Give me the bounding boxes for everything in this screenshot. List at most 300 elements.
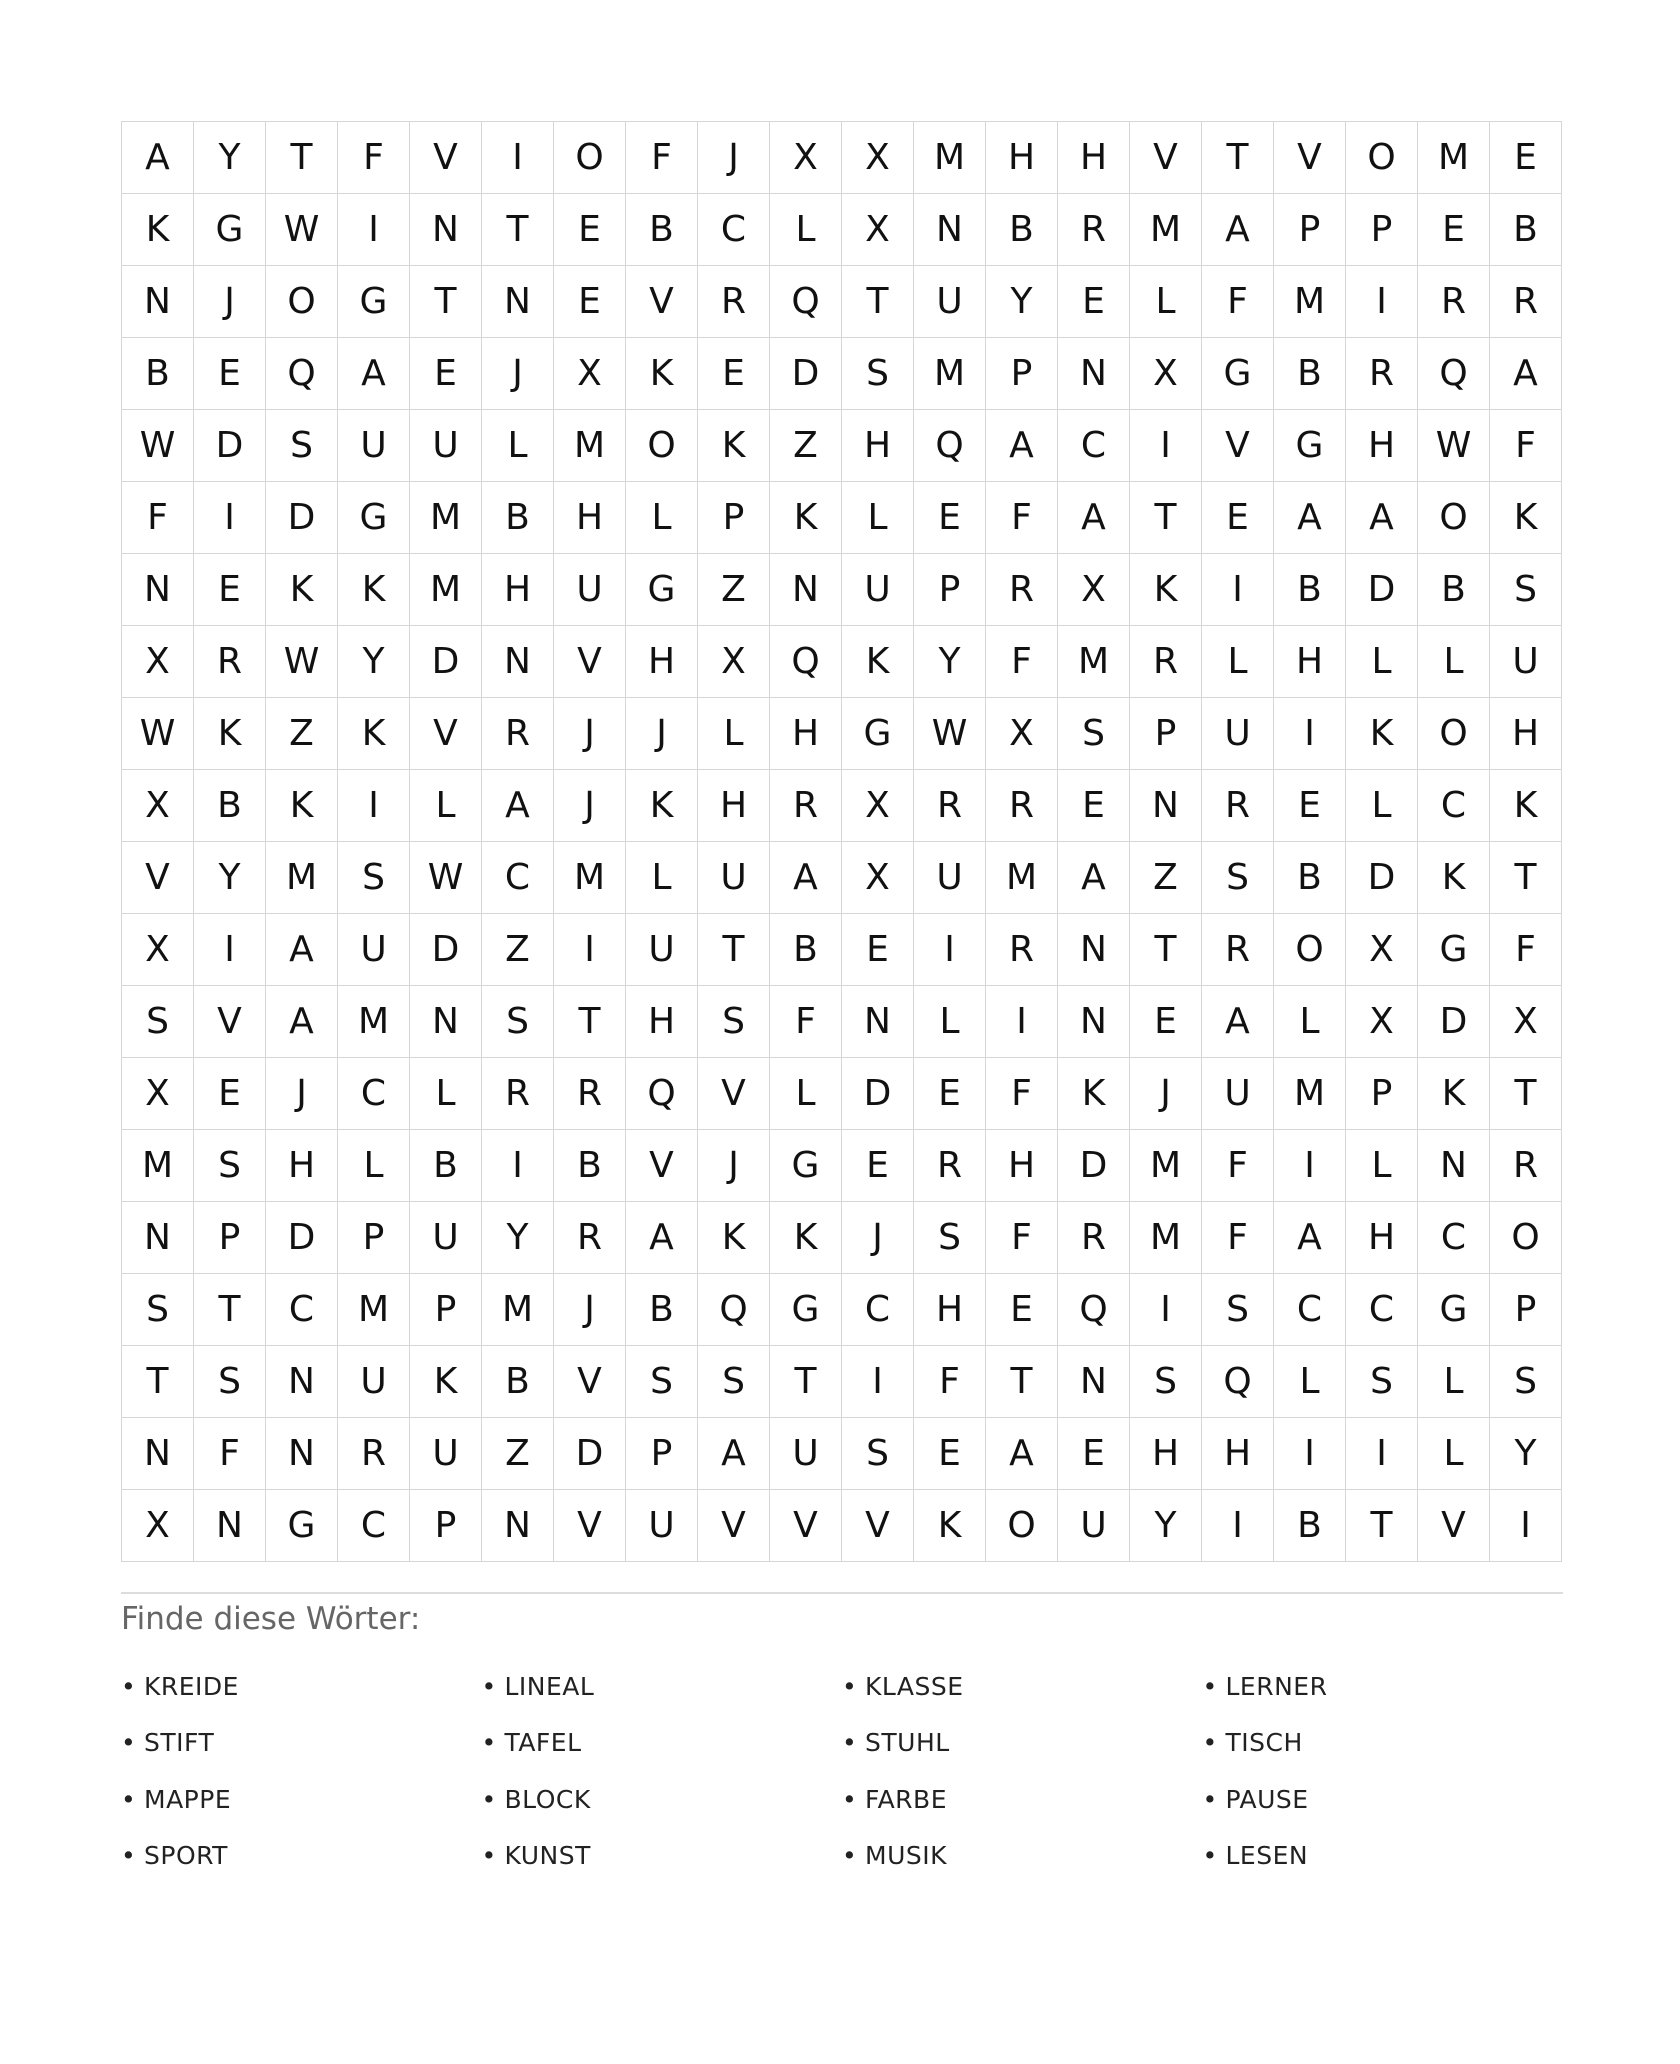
grid-cell[interactable]: I <box>194 482 266 554</box>
grid-cell[interactable]: C <box>1418 770 1490 842</box>
grid-cell[interactable]: B <box>482 482 554 554</box>
grid-cell[interactable]: O <box>1346 122 1418 194</box>
grid-cell[interactable]: M <box>1058 626 1130 698</box>
grid-cell[interactable]: L <box>338 1130 410 1202</box>
grid-cell[interactable]: R <box>1202 770 1274 842</box>
grid-cell[interactable]: W <box>410 842 482 914</box>
grid-cell[interactable]: R <box>986 554 1058 626</box>
grid-cell[interactable]: L <box>1274 986 1346 1058</box>
grid-cell[interactable]: R <box>554 1202 626 1274</box>
grid-cell[interactable]: L <box>1418 626 1490 698</box>
grid-cell[interactable]: L <box>482 410 554 482</box>
grid-cell[interactable]: L <box>1202 626 1274 698</box>
grid-cell[interactable]: X <box>842 194 914 266</box>
grid-cell[interactable]: P <box>914 554 986 626</box>
grid-cell[interactable]: K <box>914 1490 986 1562</box>
grid-cell[interactable]: D <box>1058 1130 1130 1202</box>
grid-cell[interactable]: M <box>410 554 482 626</box>
grid-cell[interactable]: Z <box>770 410 842 482</box>
grid-cell[interactable]: C <box>266 1274 338 1346</box>
grid-cell[interactable]: E <box>1490 122 1562 194</box>
grid-cell[interactable]: S <box>698 986 770 1058</box>
grid-cell[interactable]: E <box>554 194 626 266</box>
grid-cell[interactable]: S <box>1346 1346 1418 1418</box>
grid-cell[interactable]: U <box>338 1346 410 1418</box>
grid-cell[interactable]: Z <box>482 914 554 986</box>
grid-cell[interactable]: M <box>914 122 986 194</box>
grid-cell[interactable]: T <box>482 194 554 266</box>
grid-cell[interactable]: B <box>1274 338 1346 410</box>
grid-cell[interactable]: F <box>986 1058 1058 1130</box>
grid-cell[interactable]: T <box>410 266 482 338</box>
grid-cell[interactable]: E <box>842 1130 914 1202</box>
grid-cell[interactable]: M <box>410 482 482 554</box>
grid-cell[interactable]: H <box>914 1274 986 1346</box>
grid-cell[interactable]: X <box>1346 914 1418 986</box>
grid-cell[interactable]: G <box>338 482 410 554</box>
grid-cell[interactable]: X <box>122 770 194 842</box>
grid-cell[interactable]: B <box>626 1274 698 1346</box>
grid-cell[interactable]: O <box>1418 482 1490 554</box>
grid-cell[interactable]: Z <box>1130 842 1202 914</box>
grid-cell[interactable]: Z <box>266 698 338 770</box>
grid-cell[interactable]: J <box>266 1058 338 1130</box>
grid-cell[interactable]: X <box>122 914 194 986</box>
grid-cell[interactable]: U <box>1490 626 1562 698</box>
grid-cell[interactable]: M <box>1130 1202 1202 1274</box>
grid-cell[interactable]: W <box>122 698 194 770</box>
grid-cell[interactable]: B <box>770 914 842 986</box>
grid-cell[interactable]: K <box>626 338 698 410</box>
grid-cell[interactable]: E <box>194 554 266 626</box>
grid-cell[interactable]: P <box>986 338 1058 410</box>
grid-cell[interactable]: S <box>482 986 554 1058</box>
grid-cell[interactable]: M <box>482 1274 554 1346</box>
grid-cell[interactable]: P <box>1346 1058 1418 1130</box>
grid-cell[interactable]: B <box>1490 194 1562 266</box>
grid-cell[interactable]: K <box>266 770 338 842</box>
grid-cell[interactable]: A <box>1058 842 1130 914</box>
grid-cell[interactable]: R <box>1490 1130 1562 1202</box>
grid-cell[interactable]: V <box>1130 122 1202 194</box>
grid-cell[interactable]: G <box>770 1130 842 1202</box>
grid-cell[interactable]: S <box>1202 842 1274 914</box>
grid-cell[interactable]: O <box>1274 914 1346 986</box>
grid-cell[interactable]: S <box>266 410 338 482</box>
grid-cell[interactable]: H <box>698 770 770 842</box>
grid-cell[interactable]: K <box>338 554 410 626</box>
grid-cell[interactable]: N <box>482 626 554 698</box>
grid-cell[interactable]: I <box>1274 1418 1346 1490</box>
grid-cell[interactable]: Y <box>338 626 410 698</box>
grid-cell[interactable]: W <box>266 626 338 698</box>
grid-cell[interactable]: X <box>842 842 914 914</box>
grid-cell[interactable]: U <box>842 554 914 626</box>
grid-cell[interactable]: J <box>626 698 698 770</box>
grid-cell[interactable]: H <box>770 698 842 770</box>
grid-cell[interactable]: K <box>698 1202 770 1274</box>
grid-cell[interactable]: M <box>1274 266 1346 338</box>
grid-cell[interactable]: G <box>194 194 266 266</box>
grid-cell[interactable]: E <box>194 338 266 410</box>
grid-cell[interactable]: V <box>554 1346 626 1418</box>
grid-cell[interactable]: B <box>194 770 266 842</box>
grid-cell[interactable]: C <box>1058 410 1130 482</box>
grid-cell[interactable]: K <box>626 770 698 842</box>
grid-cell[interactable]: W <box>1418 410 1490 482</box>
grid-cell[interactable]: R <box>1202 914 1274 986</box>
grid-cell[interactable]: K <box>1490 482 1562 554</box>
grid-cell[interactable]: V <box>1274 122 1346 194</box>
grid-cell[interactable]: R <box>338 1418 410 1490</box>
grid-cell[interactable]: X <box>1490 986 1562 1058</box>
grid-cell[interactable]: M <box>986 842 1058 914</box>
grid-cell[interactable]: U <box>626 914 698 986</box>
grid-cell[interactable]: Q <box>626 1058 698 1130</box>
grid-cell[interactable]: H <box>1490 698 1562 770</box>
grid-cell[interactable]: D <box>410 626 482 698</box>
grid-cell[interactable]: X <box>122 1058 194 1130</box>
grid-cell[interactable]: L <box>698 698 770 770</box>
grid-cell[interactable]: V <box>194 986 266 1058</box>
grid-cell[interactable]: Q <box>698 1274 770 1346</box>
grid-cell[interactable]: R <box>1058 1202 1130 1274</box>
grid-cell[interactable]: L <box>626 842 698 914</box>
grid-cell[interactable]: H <box>626 986 698 1058</box>
grid-cell[interactable]: K <box>1418 1058 1490 1130</box>
grid-cell[interactable]: F <box>1490 914 1562 986</box>
grid-cell[interactable]: K <box>194 698 266 770</box>
grid-cell[interactable]: L <box>626 482 698 554</box>
grid-cell[interactable]: A <box>986 1418 1058 1490</box>
grid-cell[interactable]: I <box>1490 1490 1562 1562</box>
grid-cell[interactable]: B <box>1274 554 1346 626</box>
grid-cell[interactable]: E <box>1274 770 1346 842</box>
grid-cell[interactable]: I <box>1346 266 1418 338</box>
grid-cell[interactable]: N <box>122 1418 194 1490</box>
grid-cell[interactable]: I <box>1274 1130 1346 1202</box>
grid-cell[interactable]: A <box>626 1202 698 1274</box>
grid-cell[interactable]: I <box>1130 1274 1202 1346</box>
grid-cell[interactable]: X <box>842 122 914 194</box>
grid-cell[interactable]: Q <box>1058 1274 1130 1346</box>
grid-cell[interactable]: X <box>1058 554 1130 626</box>
grid-cell[interactable]: E <box>986 1274 1058 1346</box>
grid-cell[interactable]: K <box>842 626 914 698</box>
grid-cell[interactable]: R <box>914 770 986 842</box>
grid-cell[interactable]: I <box>1202 1490 1274 1562</box>
grid-cell[interactable]: S <box>122 986 194 1058</box>
grid-cell[interactable]: G <box>338 266 410 338</box>
grid-cell[interactable]: L <box>410 1058 482 1130</box>
grid-cell[interactable]: L <box>770 194 842 266</box>
grid-cell[interactable]: S <box>1490 1346 1562 1418</box>
grid-cell[interactable]: T <box>1130 482 1202 554</box>
grid-cell[interactable]: N <box>122 266 194 338</box>
grid-cell[interactable]: K <box>1490 770 1562 842</box>
grid-cell[interactable]: J <box>194 266 266 338</box>
grid-cell[interactable]: M <box>1274 1058 1346 1130</box>
grid-cell[interactable]: L <box>770 1058 842 1130</box>
grid-cell[interactable]: D <box>1418 986 1490 1058</box>
grid-cell[interactable]: P <box>698 482 770 554</box>
grid-cell[interactable]: O <box>554 122 626 194</box>
grid-cell[interactable]: N <box>266 1418 338 1490</box>
grid-cell[interactable]: H <box>1346 1202 1418 1274</box>
grid-cell[interactable]: F <box>986 482 1058 554</box>
grid-cell[interactable]: N <box>410 986 482 1058</box>
grid-cell[interactable]: E <box>914 1058 986 1130</box>
grid-cell[interactable]: V <box>410 698 482 770</box>
grid-cell[interactable]: F <box>338 122 410 194</box>
grid-cell[interactable]: N <box>1130 770 1202 842</box>
grid-cell[interactable]: T <box>1202 122 1274 194</box>
grid-cell[interactable]: O <box>1490 1202 1562 1274</box>
grid-cell[interactable]: K <box>338 698 410 770</box>
grid-cell[interactable]: D <box>770 338 842 410</box>
grid-cell[interactable]: P <box>1346 194 1418 266</box>
grid-cell[interactable]: Y <box>914 626 986 698</box>
grid-cell[interactable]: R <box>770 770 842 842</box>
grid-cell[interactable]: U <box>1202 698 1274 770</box>
grid-cell[interactable]: F <box>122 482 194 554</box>
grid-cell[interactable]: H <box>1058 122 1130 194</box>
grid-cell[interactable]: L <box>1418 1418 1490 1490</box>
grid-cell[interactable]: W <box>914 698 986 770</box>
grid-cell[interactable]: L <box>410 770 482 842</box>
grid-cell[interactable]: T <box>266 122 338 194</box>
grid-cell[interactable]: I <box>194 914 266 986</box>
grid-cell[interactable]: N <box>1058 338 1130 410</box>
grid-cell[interactable]: J <box>698 1130 770 1202</box>
grid-cell[interactable]: X <box>1130 338 1202 410</box>
grid-cell[interactable]: T <box>1130 914 1202 986</box>
grid-cell[interactable]: M <box>1418 122 1490 194</box>
grid-cell[interactable]: T <box>194 1274 266 1346</box>
grid-cell[interactable]: E <box>1202 482 1274 554</box>
grid-cell[interactable]: K <box>410 1346 482 1418</box>
grid-cell[interactable]: M <box>554 410 626 482</box>
grid-cell[interactable]: K <box>770 482 842 554</box>
grid-cell[interactable]: E <box>194 1058 266 1130</box>
grid-cell[interactable]: F <box>1202 266 1274 338</box>
grid-cell[interactable]: V <box>770 1490 842 1562</box>
grid-cell[interactable]: J <box>482 338 554 410</box>
grid-cell[interactable]: A <box>1274 482 1346 554</box>
grid-cell[interactable]: K <box>698 410 770 482</box>
grid-cell[interactable]: X <box>1346 986 1418 1058</box>
grid-cell[interactable]: B <box>626 194 698 266</box>
grid-cell[interactable]: F <box>194 1418 266 1490</box>
grid-cell[interactable]: F <box>986 1202 1058 1274</box>
grid-cell[interactable]: N <box>410 194 482 266</box>
grid-cell[interactable]: B <box>1274 1490 1346 1562</box>
grid-cell[interactable]: I <box>554 914 626 986</box>
grid-cell[interactable]: A <box>1490 338 1562 410</box>
grid-cell[interactable]: A <box>266 914 338 986</box>
grid-cell[interactable]: S <box>914 1202 986 1274</box>
grid-cell[interactable]: U <box>770 1418 842 1490</box>
grid-cell[interactable]: V <box>626 1130 698 1202</box>
grid-cell[interactable]: E <box>410 338 482 410</box>
grid-cell[interactable]: A <box>1274 1202 1346 1274</box>
grid-cell[interactable]: S <box>194 1346 266 1418</box>
grid-cell[interactable]: U <box>914 842 986 914</box>
grid-cell[interactable]: I <box>1202 554 1274 626</box>
grid-cell[interactable]: P <box>1274 194 1346 266</box>
grid-cell[interactable]: M <box>914 338 986 410</box>
grid-cell[interactable]: S <box>122 1274 194 1346</box>
grid-cell[interactable]: I <box>986 986 1058 1058</box>
grid-cell[interactable]: D <box>842 1058 914 1130</box>
grid-cell[interactable]: X <box>842 770 914 842</box>
grid-cell[interactable]: S <box>626 1346 698 1418</box>
grid-cell[interactable]: C <box>338 1490 410 1562</box>
grid-cell[interactable]: P <box>194 1202 266 1274</box>
grid-cell[interactable]: R <box>698 266 770 338</box>
grid-cell[interactable]: D <box>194 410 266 482</box>
grid-cell[interactable]: D <box>554 1418 626 1490</box>
grid-cell[interactable]: J <box>554 770 626 842</box>
grid-cell[interactable]: P <box>410 1490 482 1562</box>
grid-cell[interactable]: U <box>626 1490 698 1562</box>
grid-cell[interactable]: K <box>1058 1058 1130 1130</box>
grid-cell[interactable]: P <box>1490 1274 1562 1346</box>
grid-cell[interactable]: K <box>122 194 194 266</box>
grid-cell[interactable]: T <box>986 1346 1058 1418</box>
grid-cell[interactable]: C <box>1346 1274 1418 1346</box>
grid-cell[interactable]: R <box>986 770 1058 842</box>
grid-cell[interactable]: H <box>1346 410 1418 482</box>
grid-cell[interactable]: S <box>842 1418 914 1490</box>
grid-cell[interactable]: U <box>698 842 770 914</box>
grid-cell[interactable]: K <box>1346 698 1418 770</box>
grid-cell[interactable]: U <box>410 1418 482 1490</box>
grid-cell[interactable]: V <box>842 1490 914 1562</box>
grid-cell[interactable]: N <box>122 1202 194 1274</box>
grid-cell[interactable]: H <box>986 122 1058 194</box>
grid-cell[interactable]: J <box>698 122 770 194</box>
grid-cell[interactable]: A <box>1202 194 1274 266</box>
grid-cell[interactable]: V <box>698 1490 770 1562</box>
grid-cell[interactable]: N <box>194 1490 266 1562</box>
grid-cell[interactable]: Y <box>1490 1418 1562 1490</box>
grid-cell[interactable]: H <box>842 410 914 482</box>
grid-cell[interactable]: L <box>842 482 914 554</box>
grid-cell[interactable]: C <box>338 1058 410 1130</box>
grid-cell[interactable]: I <box>1130 410 1202 482</box>
grid-cell[interactable]: X <box>554 338 626 410</box>
grid-cell[interactable]: I <box>338 770 410 842</box>
grid-cell[interactable]: F <box>1202 1130 1274 1202</box>
grid-cell[interactable]: L <box>1346 770 1418 842</box>
grid-cell[interactable]: B <box>122 338 194 410</box>
grid-cell[interactable]: X <box>986 698 1058 770</box>
grid-cell[interactable]: B <box>482 1346 554 1418</box>
grid-cell[interactable]: M <box>1130 1130 1202 1202</box>
grid-cell[interactable]: O <box>266 266 338 338</box>
grid-cell[interactable]: O <box>986 1490 1058 1562</box>
grid-cell[interactable]: D <box>1346 842 1418 914</box>
grid-cell[interactable]: R <box>1346 338 1418 410</box>
grid-cell[interactable]: E <box>842 914 914 986</box>
grid-cell[interactable]: F <box>914 1346 986 1418</box>
grid-cell[interactable]: K <box>266 554 338 626</box>
grid-cell[interactable]: Y <box>194 842 266 914</box>
grid-cell[interactable]: T <box>698 914 770 986</box>
grid-cell[interactable]: M <box>338 986 410 1058</box>
grid-cell[interactable]: E <box>914 1418 986 1490</box>
grid-cell[interactable]: F <box>770 986 842 1058</box>
grid-cell[interactable]: V <box>122 842 194 914</box>
grid-cell[interactable]: N <box>1418 1130 1490 1202</box>
grid-cell[interactable]: U <box>1058 1490 1130 1562</box>
grid-cell[interactable]: H <box>554 482 626 554</box>
grid-cell[interactable]: J <box>842 1202 914 1274</box>
grid-cell[interactable]: L <box>1418 1346 1490 1418</box>
grid-cell[interactable]: V <box>554 626 626 698</box>
grid-cell[interactable]: K <box>770 1202 842 1274</box>
grid-cell[interactable]: M <box>122 1130 194 1202</box>
grid-cell[interactable]: S <box>842 338 914 410</box>
grid-cell[interactable]: L <box>1130 266 1202 338</box>
grid-cell[interactable]: A <box>266 986 338 1058</box>
grid-cell[interactable]: U <box>1202 1058 1274 1130</box>
grid-cell[interactable]: H <box>1202 1418 1274 1490</box>
grid-cell[interactable]: L <box>1346 626 1418 698</box>
grid-cell[interactable]: D <box>266 482 338 554</box>
grid-cell[interactable]: H <box>986 1130 1058 1202</box>
grid-cell[interactable]: F <box>986 626 1058 698</box>
grid-cell[interactable]: O <box>626 410 698 482</box>
grid-cell[interactable]: A <box>482 770 554 842</box>
grid-cell[interactable]: L <box>1274 1346 1346 1418</box>
grid-cell[interactable]: R <box>1058 194 1130 266</box>
grid-cell[interactable]: S <box>1490 554 1562 626</box>
grid-cell[interactable]: L <box>1346 1130 1418 1202</box>
grid-cell[interactable]: C <box>842 1274 914 1346</box>
grid-cell[interactable]: R <box>554 1058 626 1130</box>
grid-cell[interactable]: A <box>1202 986 1274 1058</box>
grid-cell[interactable]: G <box>626 554 698 626</box>
grid-cell[interactable]: E <box>554 266 626 338</box>
grid-cell[interactable]: A <box>1346 482 1418 554</box>
grid-cell[interactable]: N <box>1058 986 1130 1058</box>
grid-cell[interactable]: S <box>1130 1346 1202 1418</box>
grid-cell[interactable]: W <box>122 410 194 482</box>
grid-cell[interactable]: Z <box>482 1418 554 1490</box>
grid-cell[interactable]: U <box>914 266 986 338</box>
grid-cell[interactable]: G <box>770 1274 842 1346</box>
grid-cell[interactable]: N <box>1058 914 1130 986</box>
grid-cell[interactable]: Q <box>914 410 986 482</box>
grid-cell[interactable]: A <box>770 842 842 914</box>
grid-cell[interactable]: R <box>1130 626 1202 698</box>
grid-cell[interactable]: U <box>338 914 410 986</box>
grid-cell[interactable]: S <box>698 1346 770 1418</box>
grid-cell[interactable]: C <box>1418 1202 1490 1274</box>
grid-cell[interactable]: H <box>1130 1418 1202 1490</box>
grid-cell[interactable]: N <box>482 266 554 338</box>
grid-cell[interactable]: I <box>482 122 554 194</box>
grid-cell[interactable]: B <box>986 194 1058 266</box>
grid-cell[interactable]: G <box>842 698 914 770</box>
grid-cell[interactable]: X <box>770 122 842 194</box>
grid-cell[interactable]: K <box>1418 842 1490 914</box>
grid-cell[interactable]: H <box>482 554 554 626</box>
grid-cell[interactable]: E <box>914 482 986 554</box>
grid-cell[interactable]: E <box>1130 986 1202 1058</box>
